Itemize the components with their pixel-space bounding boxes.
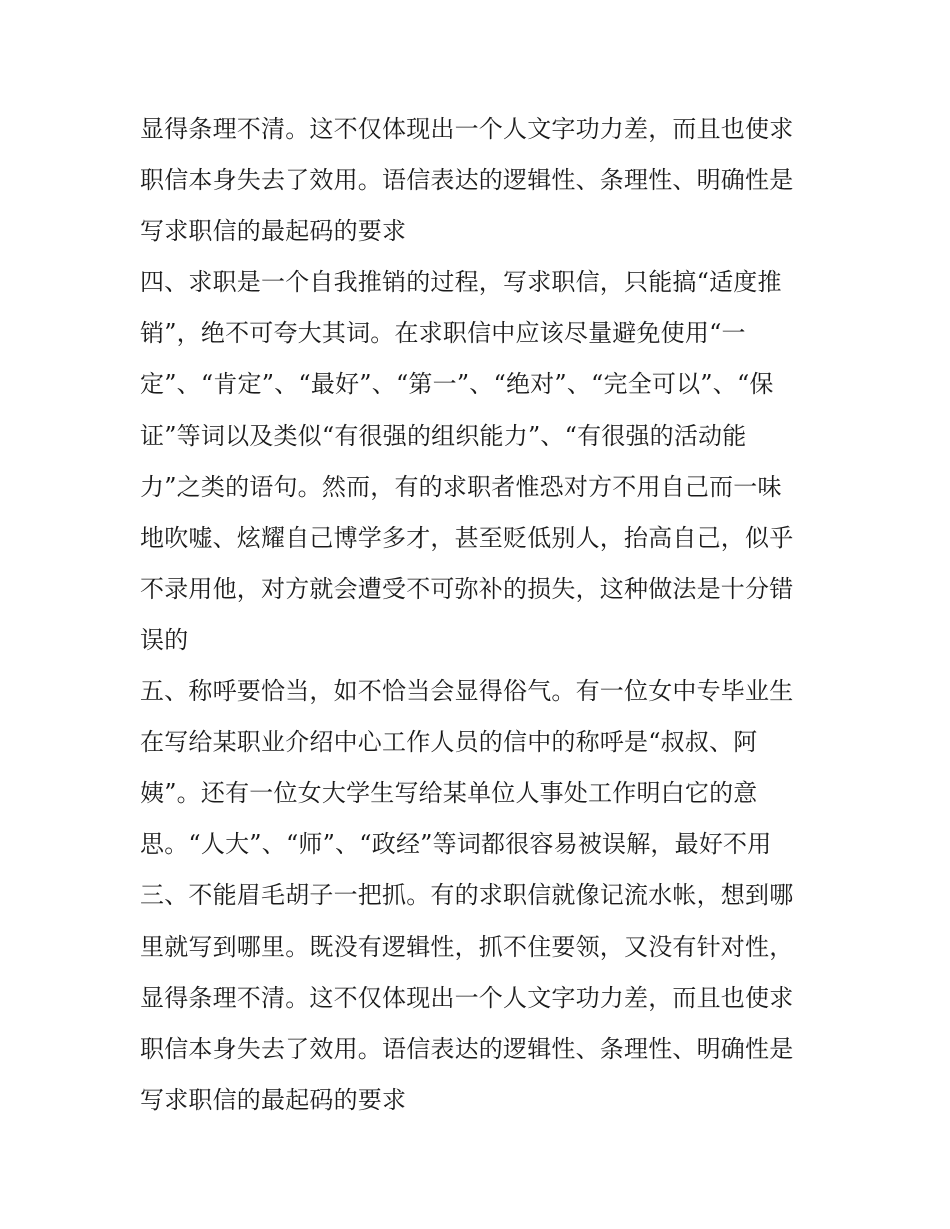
text-line: 显得条理不清。这不仅体现出一个人文字功力差，而且也使求: [140, 115, 794, 143]
text-line: 姨”。还有一位女大学生写给某单位人事处工作明白它的意: [140, 779, 758, 808]
text-line: 定”、“肯定”、“最好”、“第一”、“绝对”、“完全可以”、“保: [140, 370, 774, 399]
text-line: 不录用他，对方就会遭受不可弥补的损失，这种做法是十分错: [140, 574, 794, 603]
text-line: 地吹嘘、炫耀自己博学多才，甚至贬低别人，抬高自己，似乎: [140, 523, 794, 552]
text-line: 写求职信的最起码的要求: [140, 217, 407, 246]
text-line: 在写给某职业介绍中心工作人员的信中的称呼是“叔叔、阿: [140, 728, 758, 757]
text-line: 力”之类的语句。然而，有的求职者惟恐对方不用自己而一味: [140, 472, 782, 501]
text-line: 五、称呼要恰当，如不恰当会显得俗气。有一位女中专毕业生: [140, 677, 794, 706]
text-line: 思。“人大”、“师”、“政经”等词都很容易被误解，最好不用: [140, 830, 772, 859]
text-line: 四、求职是一个自我推销的过程，写求职信，只能搞“适度推: [140, 268, 782, 297]
text-line: 销”，绝不可夸大其词。在求职信中应该尽量避免使用“一: [140, 319, 746, 348]
text-line: 误的: [140, 625, 189, 654]
text-line: 职信本身失去了效用。语信表达的逻辑性、条理性、明确性是: [140, 1034, 794, 1063]
body-text: [140, 104, 820, 1126]
text-line: 里就写到哪里。既没有逻辑性，抓不住要领，又没有针对性，: [140, 932, 794, 961]
text-line: 写求职信的最起码的要求: [140, 1085, 407, 1114]
text-line: 三、不能眉毛胡子一把抓。有的求职信就像记流水帐，想到哪: [140, 881, 794, 910]
text-line: 显得条理不清。这不仅体现出一个人文字功力差，而且也使求: [140, 983, 794, 1012]
text-line: 证”等词以及类似“有很强的组织能力”、“有很强的活动能: [140, 421, 747, 450]
text-line: 职信本身失去了效用。语信表达的逻辑性、条理性、明确性是: [140, 166, 794, 195]
